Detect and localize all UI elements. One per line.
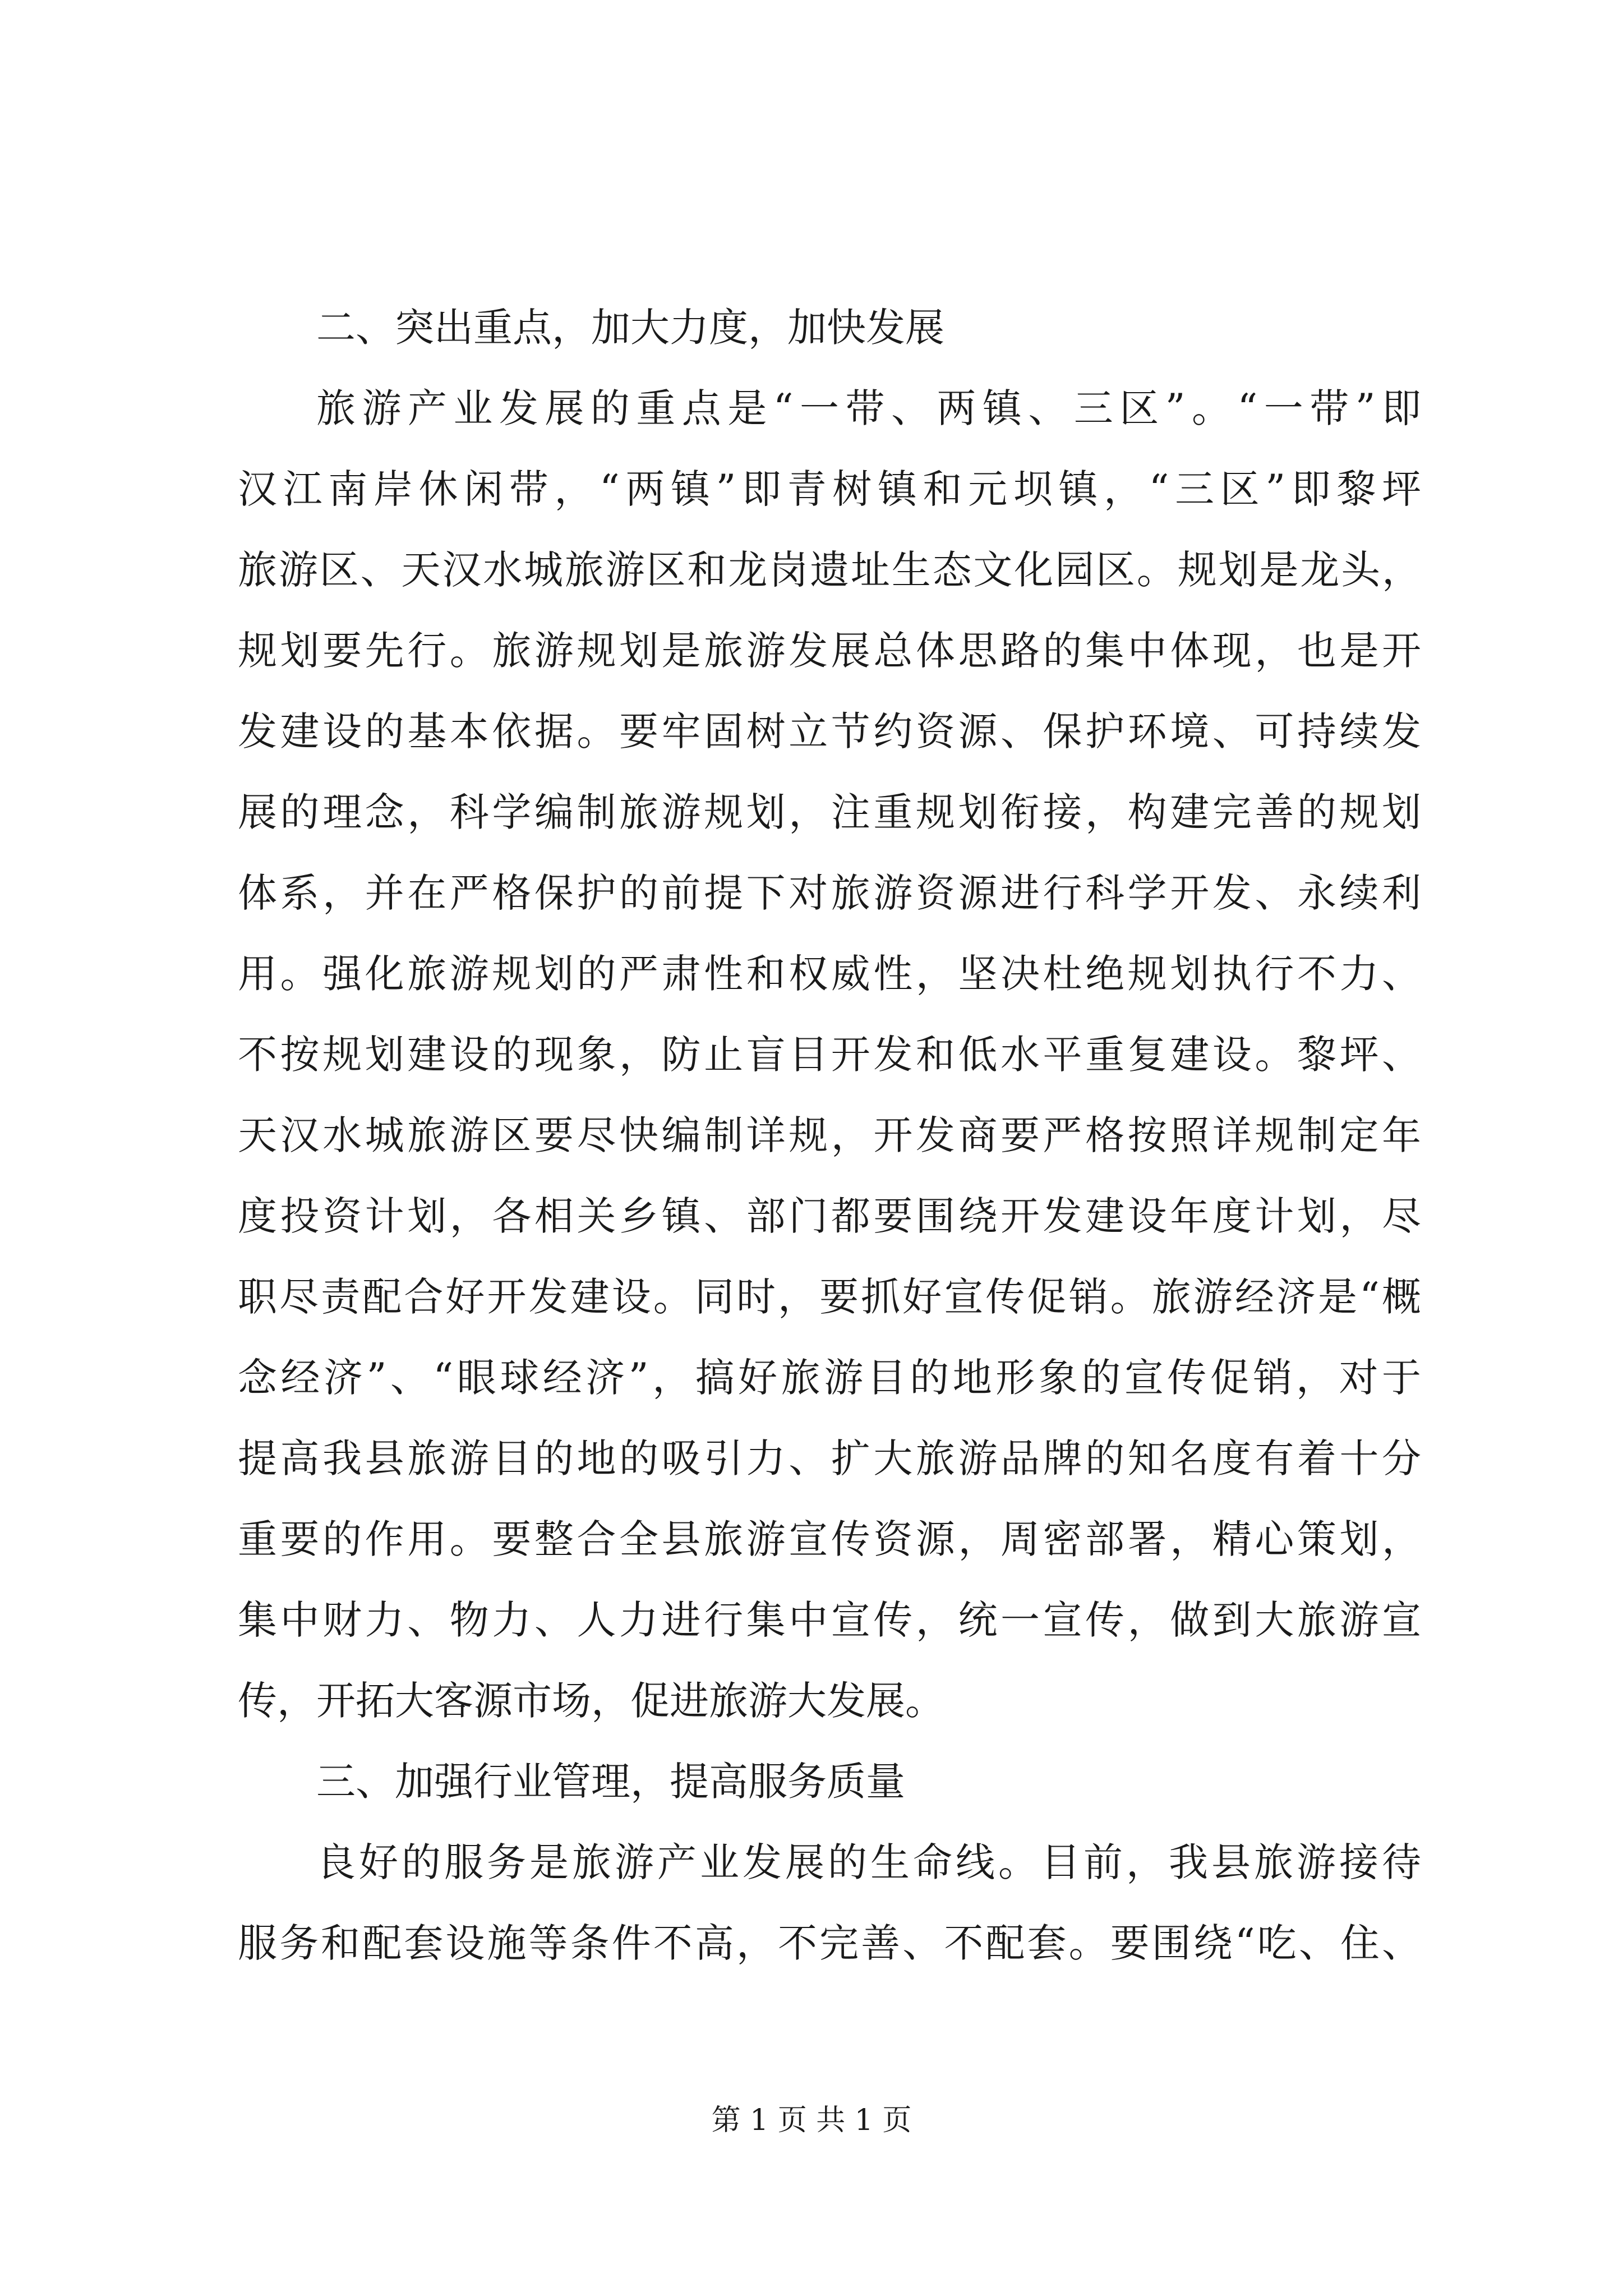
paragraph-1-line-10: 天汉水城旅游区要尽快编制详规，开发商要严格按照详规制定年: [238, 1112, 1421, 1158]
paragraph-1-line-3: 旅游区、天汉水城旅游区和龙岗遗址生态文化园区。规划是龙头，: [238, 547, 1421, 593]
paragraph-2-line-2: 服务和配套设施等条件不高，不完善、不配套。要围绕“吃、住、: [238, 1920, 1421, 1966]
section-heading-2: 二、突出重点，加大力度，加快发展: [316, 305, 944, 351]
paragraph-1-line-17: 传，开拓大客源市场，促进旅游大发展。: [238, 1678, 944, 1724]
paragraph-1-line-13: 念经济”、“眼球经济”，搞好旅游目的地形象的宣传促销，对于: [238, 1355, 1421, 1401]
document-body: [238, 287, 1421, 1984]
paragraph-1-line-9: 不按规划建设的现象，防止盲目开发和低水平重复建设。黎坪、: [238, 1032, 1421, 1078]
paragraph-1-line-14: 提高我县旅游目的地的吸引力、扩大旅游品牌的知名度有着十分: [238, 1435, 1421, 1481]
paragraph-1-line-1: 旅游产业发展的重点是“一带、两镇、三区”。“一带”即: [316, 385, 1421, 431]
paragraph-1-line-16: 集中财力、物力、人力进行集中宣传，统一宣传，做到大旅游宣: [238, 1597, 1421, 1643]
paragraph-1-line-12: 职尽责配合好开发建设。同时，要抓好宣传促销。旅游经济是“概: [238, 1274, 1421, 1320]
paragraph-1-line-8: 用。强化旅游规划的严肃性和权威性，坚决杜绝规划执行不力、: [238, 951, 1421, 997]
section-heading-3: 三、加强行业管理，提高服务质量: [316, 1759, 905, 1805]
paragraph-1-line-2: 汉江南岸休闲带，“两镇”即青树镇和元坝镇，“三区”即黎坪: [238, 466, 1421, 512]
paragraph-1-line-11: 度投资计划，各相关乡镇、部门都要围绕开发建设年度计划，尽: [238, 1193, 1421, 1239]
paragraph-1-line-5: 发建设的基本依据。要牢固树立节约资源、保护环境、可持续发: [238, 708, 1421, 754]
paragraph-1-line-7: 体系，并在严格保护的前提下对旅游资源进行科学开发、永续利: [238, 870, 1421, 916]
paragraph-1-line-6: 展的理念，科学编制旅游规划，注重规划衔接，构建完善的规划: [238, 789, 1421, 835]
paragraph-1-line-4: 规划要先行。旅游规划是旅游发展总体思路的集中体现，也是开: [238, 628, 1421, 674]
page-number-footer: 第 1 页 共 1 页: [711, 2104, 912, 2137]
paragraph-2-line-1: 良好的服务是旅游产业发展的生命线。目前，我县旅游接待: [316, 1839, 1421, 1885]
paragraph-1-line-15: 重要的作用。要整合全县旅游宣传资源，周密部署，精心策划，: [238, 1516, 1421, 1562]
